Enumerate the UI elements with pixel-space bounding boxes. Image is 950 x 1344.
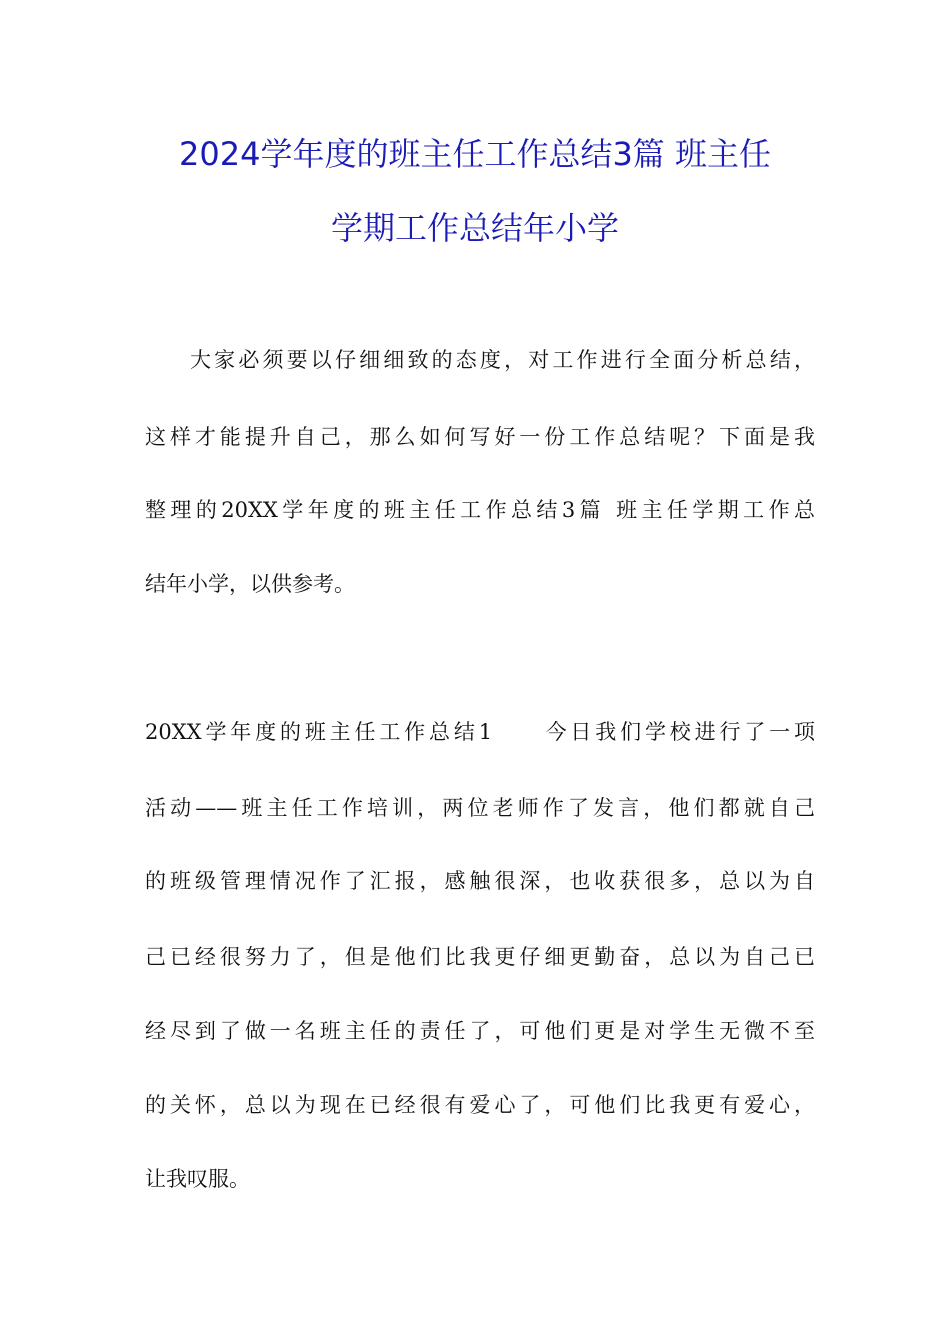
section-line: 活动——班主任工作培训，两位老师作了发言，他们都就自己: [145, 796, 815, 820]
section-line: 让我叹服。: [145, 1167, 250, 1191]
document-title-line-2: 学期工作总结年小学: [330, 209, 619, 247]
section-line: 经尽到了做一名班主任的责任了，可他们更是对学生无微不至: [145, 1019, 815, 1043]
document-title-line-1: 2024学年度的班主任工作总结3篇 班主任: [179, 135, 771, 173]
section-line: 的关怀，总以为现在已经很有爱心了，可他们比我更有爱心，: [145, 1093, 815, 1117]
section-line: 己已经很努力了，但是他们比我更仔细更勤奋，总以为自己已: [145, 945, 815, 969]
section-line: 的班级管理情况作了汇报，感触很深，也收获很多，总以为自: [145, 869, 815, 893]
section-line: 20XX学年度的班主任工作总结1 今日我们学校进行了一项: [145, 720, 815, 744]
intro-line: 这样才能提升自己，那么如何写好一份工作总结呢？下面是我: [145, 425, 815, 449]
intro-line: 结年小学，以供参考。: [145, 572, 355, 596]
intro-line: 整理的20XX学年度的班主任工作总结3篇 班主任学期工作总: [145, 498, 815, 522]
intro-line: 大家必须要以仔细细致的态度，对工作进行全面分析总结，: [190, 348, 815, 372]
